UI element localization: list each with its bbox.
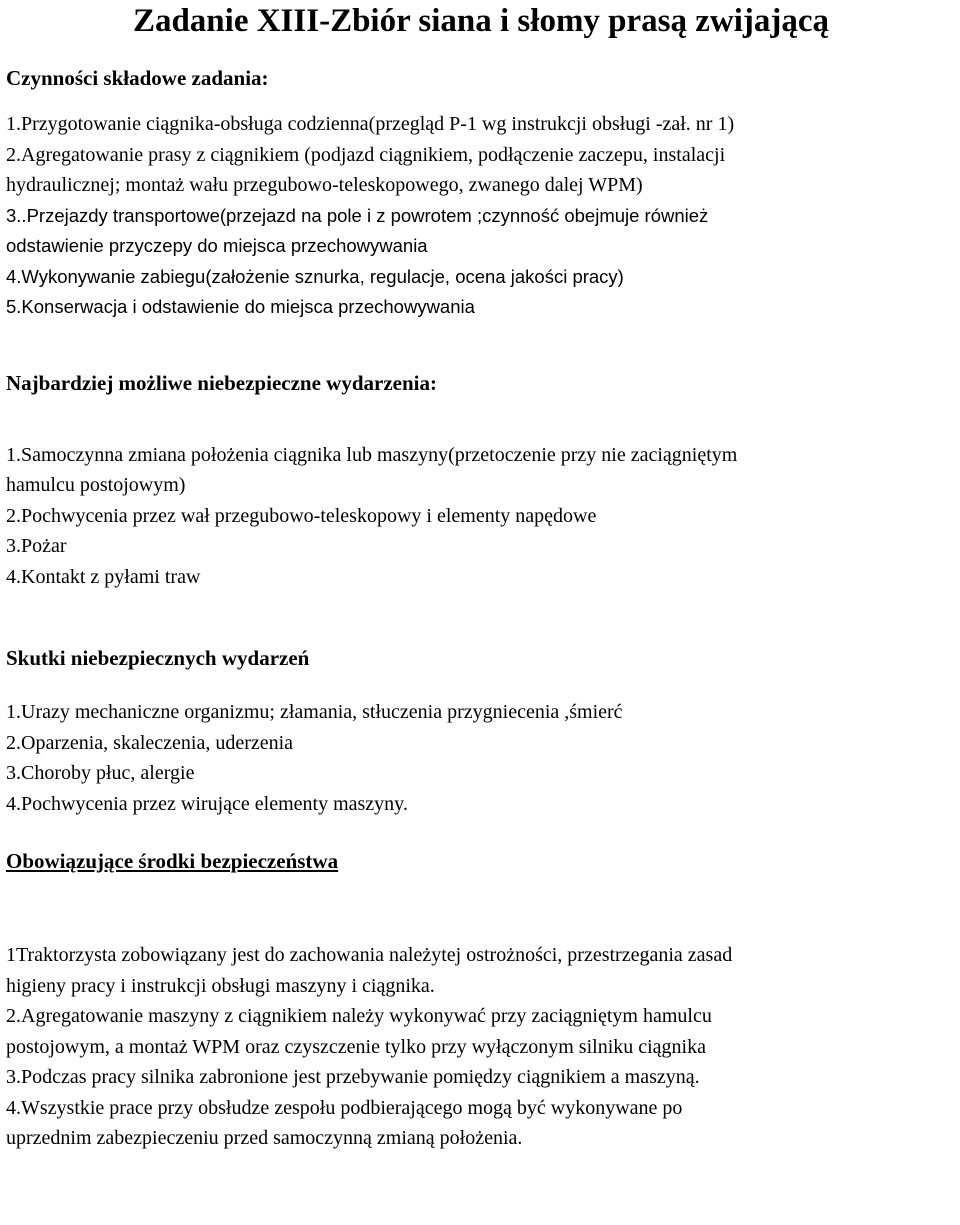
components-heading: Czynności składowe zadania: [6,66,269,90]
list-item: hamulcu postojowym) [6,474,186,496]
list-item: hydraulicznej; montaż wału przegubowo-teleskopowego, zwanego dalej WPM) [6,174,643,196]
components-list [6,109,956,323]
list-item: 1.Przygotowanie ciągnika-obsługa codzienna(przegląd P-1 wg instrukcji obsługi -zał. nr 1) [6,113,735,135]
list-item: 3.Podczas pracy silnika zabronione jest przebywanie pomiędzy ciągnikiem a maszyną. [6,1066,700,1088]
list-item: 4.Wszystkie prace przy obsłudze zespołu podbierającego mogą być wykonywane po [6,1096,683,1119]
hazards-section [6,371,956,593]
list-item: 1Traktorzysta zobowiązany jest do zachowania należytej ostrożności, przestrzegania zasad [6,944,733,966]
list-item: odstawienie przyczepy do miejsca przechowywania [6,235,428,256]
list-item: 2.Oparzenia, skaleczenia, uderzenia [6,731,294,754]
list-item: 1.Samoczynna zmiana położenia ciągnika lub maszyny(przetoczenie przy nie zaciągniętym [6,443,738,466]
list-item: 4.Pochwycenia przez wirujące elementy maszyny. [6,792,408,815]
list-item: higieny pracy i instrukcji obsługi maszyny i ciągnika. [6,974,435,997]
list-item: 2.Agregatowanie maszyny z ciągnikiem należy wykonywać przy zaciągniętym hamulcu [6,1005,712,1027]
list-item: 4.Kontakt z pyłami traw [6,565,201,588]
list-item: 2.Agregatowanie prasy z ciągnikiem (podjazd ciągnikiem, podłączenie zaczepu, instalacji [6,143,726,166]
list-item: 4.Wykonywanie zabiegu(założenie sznurka, regulacje, ocena jakości pracy) [6,265,624,287]
list-item: 3..Przejazdy transportowe(przejazd na pole i z powrotem ;czynność obejmuje również [6,204,709,226]
list-item: postojowym, a montaż WPM oraz czyszczenie tylko przy wyłączonym silniku ciągnika [6,1035,706,1058]
page-title: Zadanie XIII-Zbiór siana i słomy prasą zwijającą [132,3,830,39]
list-item: uprzednim zabezpieczeniu przed samoczynną zmianą położenia. [6,1127,523,1149]
effects-section [6,646,956,819]
safety-section [6,849,956,1154]
effects-heading: Skutki niebezpiecznych wydarzeń [6,646,310,670]
safety-list [6,940,956,1154]
list-item: 2.Pochwycenia przez wał przegubowo-teleskopowy i elementy napędowe [6,504,597,527]
list-item: 3.Choroby płuc, alergie [6,762,195,784]
effects-list [6,697,956,819]
hazards-heading: Najbardziej możliwe niebezpieczne wydarzenia: [6,370,437,395]
list-item: 5.Konserwacja i odstawienie do miejsca przechowywania [6,296,475,317]
list-item: 1.Urazy mechaniczne organizmu; złamania, stłuczenia przygniecenia ,śmierć [6,701,623,723]
hazards-list [6,440,956,593]
components-section [6,66,956,323]
document-page [6,0,956,1154]
safety-heading: Obowiązujące środki bezpieczeństwa [6,849,339,873]
list-item: 3.Pożar [6,535,67,557]
